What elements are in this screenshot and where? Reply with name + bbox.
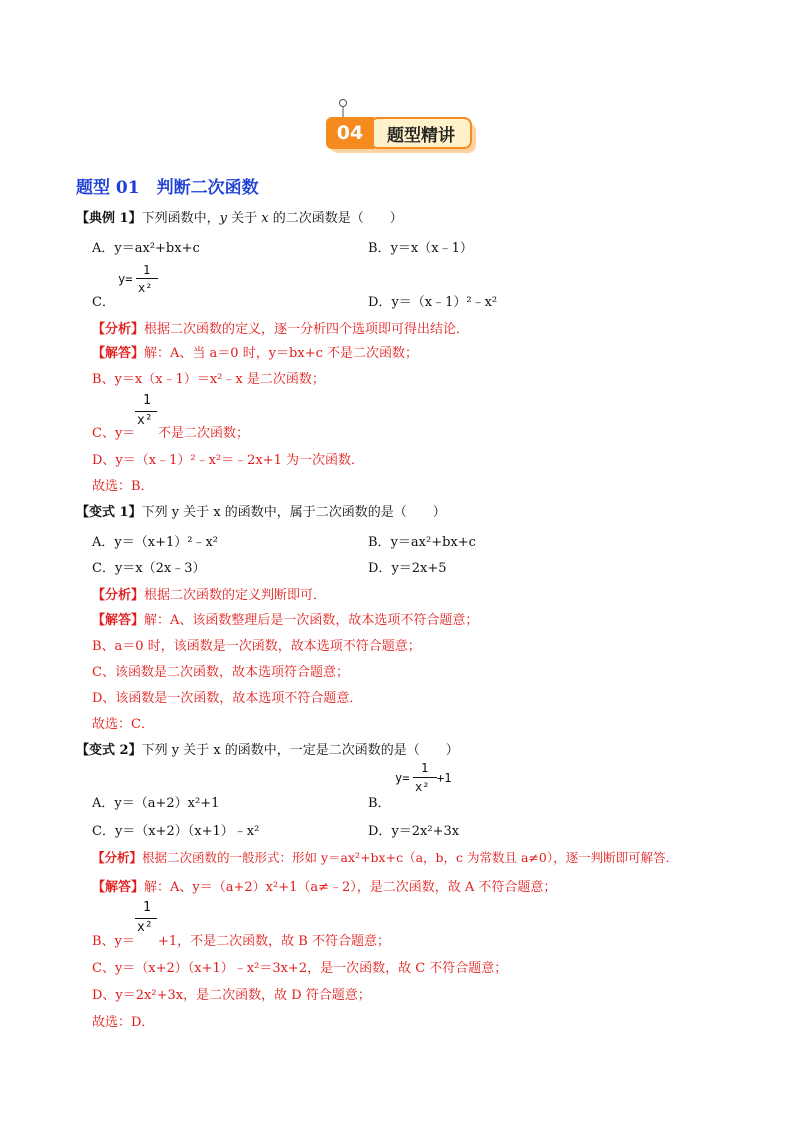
variation1-tag: 【变式 1】 bbox=[76, 505, 142, 520]
example1-answer-line3-post: 不是二次函数； bbox=[158, 426, 250, 441]
fraction-denominator: x² bbox=[415, 780, 430, 794]
option-label: D． bbox=[368, 295, 392, 310]
variation1-option-b bbox=[368, 531, 476, 550]
variation1-option-c bbox=[92, 557, 206, 576]
variation1-question bbox=[76, 501, 446, 520]
badge-title: 题型精讲 bbox=[370, 117, 472, 149]
option-label: A． bbox=[92, 241, 115, 256]
variation2-option-a bbox=[92, 792, 219, 811]
variation2-option-d bbox=[368, 820, 459, 839]
variation2-option-b-formula bbox=[395, 762, 465, 802]
example1-option-a bbox=[92, 237, 200, 256]
variation1-answer-line4: D、该函数是一次函数，故本选项不符合题意． bbox=[92, 691, 363, 706]
variation2-answer-line1 bbox=[92, 876, 556, 895]
variation2-option-c bbox=[92, 820, 259, 839]
example1-answer-line1 bbox=[92, 342, 418, 361]
variation1-answer-line2: B、a＝0 时，该函数是一次函数，故本选项不符合题意； bbox=[92, 639, 421, 654]
variation2-answer-line5: 故选：D． bbox=[92, 1015, 155, 1030]
answer-text: 解：A、y＝（a+2）x²+1（a≠﹣2），是二次函数，故 A 不符合题意； bbox=[144, 880, 557, 895]
option-text: y＝x（x﹣1） bbox=[390, 241, 473, 256]
answer-tag: 【解答】 bbox=[92, 613, 145, 628]
answer-tag: 【解答】 bbox=[92, 880, 145, 895]
option-label: A． bbox=[92, 796, 115, 811]
variation2-answer-line4: D、y＝2x²+3x，是二次函数，故 D 符合题意； bbox=[92, 988, 371, 1003]
example1-answer-line4: D、y＝（x﹣1）²﹣x²＝﹣2x+1 为一次函数． bbox=[92, 453, 365, 468]
option-text: y＝2x+5 bbox=[391, 561, 447, 576]
example1-option-b bbox=[368, 237, 473, 256]
option-text: y＝2x²+3x bbox=[391, 824, 460, 839]
formula-lhs: y= bbox=[118, 272, 133, 286]
badge-number: 04 bbox=[326, 117, 374, 149]
variation2-answer-line3: C、y＝（x+2）（x+1）﹣x²＝3x+2，是一次函数，故 C 不符合题意； bbox=[92, 961, 508, 976]
variation2-option-b-label: B． bbox=[368, 796, 391, 811]
option-text: y＝（x+1）²﹣x² bbox=[114, 535, 218, 550]
example1-q-mid: 关于 bbox=[226, 211, 262, 226]
example1-q-pre: 下列函数中， bbox=[141, 211, 220, 226]
answer-text: 解：A、当 a＝0 时，y＝bx+c 不是二次函数； bbox=[144, 346, 418, 361]
option-label: C． bbox=[92, 561, 115, 576]
analysis-tag: 【分析】 bbox=[92, 322, 145, 337]
example1-q-post: 的二次函数是（ ） bbox=[268, 211, 403, 226]
variation2-answer-line2-pre: B、y＝ bbox=[92, 934, 135, 949]
option-text: y＝ax²+bx+c bbox=[390, 535, 476, 550]
example1-analysis bbox=[92, 318, 469, 337]
example1-answer-line3-pre: C、y＝ bbox=[92, 426, 136, 441]
option-label: D． bbox=[368, 561, 392, 576]
variation1-option-d bbox=[368, 557, 447, 576]
example1-answer-line5: 故选：B． bbox=[92, 479, 154, 494]
formula-tail: +1 bbox=[437, 771, 452, 785]
option-text: y＝（x+2）（x+1）﹣x² bbox=[114, 824, 260, 839]
variation2-answer-line2-post: +1，不是二次函数，故 B 不符合题意； bbox=[158, 934, 390, 949]
fraction-denominator: x² bbox=[138, 281, 153, 295]
fraction-denominator: x² bbox=[137, 920, 153, 935]
example1-option-d bbox=[368, 291, 497, 310]
option-text: y＝x（2x﹣3） bbox=[114, 561, 206, 576]
option-text: y＝（x﹣1）²﹣x² bbox=[391, 295, 498, 310]
option-label: A． bbox=[92, 535, 115, 550]
formula-lhs: y= bbox=[395, 771, 410, 785]
option-text: y＝ax²+bx+c bbox=[114, 241, 200, 256]
section-badge bbox=[326, 113, 476, 153]
variation1-analysis bbox=[92, 584, 326, 603]
fraction-numerator: 1 bbox=[421, 761, 429, 775]
option-label: C． bbox=[92, 824, 115, 839]
variation1-option-a bbox=[92, 531, 218, 550]
variation1-answer-line3: C、该函数是二次函数，故本选项符合题意； bbox=[92, 665, 349, 680]
example1-q-x: x bbox=[261, 211, 269, 226]
example1-question bbox=[76, 207, 403, 226]
answer-text: 解：A、该函数整理后是一次函数，故本选项不符合题意； bbox=[144, 613, 479, 628]
analysis-tag: 【分析】 bbox=[92, 588, 145, 603]
analysis-text: 根据二次函数的定义，逐一分析四个选项即可得出结论． bbox=[144, 322, 470, 337]
example1-tag: 【典例 1】 bbox=[76, 211, 142, 226]
analysis-text: 根据二次函数的一般形式：形如 y＝ax²+bx+c（a，b，c 为常数且 a≠0），逐一判断即可解答． bbox=[142, 850, 679, 865]
variation1-q-text: 下列 y 关于 x 的函数中，属于二次函数的是（ ） bbox=[141, 505, 446, 520]
fraction-denominator: x² bbox=[137, 413, 153, 428]
example1-q-y: y bbox=[219, 211, 227, 226]
variation2-tag: 【变式 2】 bbox=[76, 743, 142, 758]
example1-option-c-label: C． bbox=[92, 295, 115, 310]
option-text: y＝（a+2）x²+1 bbox=[114, 796, 220, 811]
section-title: 题型 01 判断二次函数 bbox=[76, 178, 259, 198]
analysis-text: 根据二次函数的定义判断即可． bbox=[144, 588, 327, 603]
fraction-numerator: 1 bbox=[143, 263, 151, 277]
example1-answer-line2: B、y＝x（x﹣1）＝x²﹣x 是二次函数； bbox=[92, 372, 325, 387]
analysis-tag: 【分析】 bbox=[92, 850, 143, 865]
option-label: B． bbox=[368, 535, 391, 550]
variation2-question bbox=[76, 739, 459, 758]
variation1-answer-line5: 故选：C． bbox=[92, 717, 154, 732]
example1-option-c-formula bbox=[118, 264, 168, 300]
fraction-numerator: 1 bbox=[143, 900, 151, 915]
answer-tag: 【解答】 bbox=[92, 346, 145, 361]
variation2-analysis bbox=[92, 848, 678, 866]
variation1-answer-line1 bbox=[92, 609, 478, 628]
variation2-q-text: 下列 y 关于 x 的函数中，一定是二次函数的是（ ） bbox=[141, 743, 459, 758]
fraction-numerator: 1 bbox=[143, 393, 151, 408]
option-label: B． bbox=[368, 241, 391, 256]
option-label: D． bbox=[368, 824, 392, 839]
